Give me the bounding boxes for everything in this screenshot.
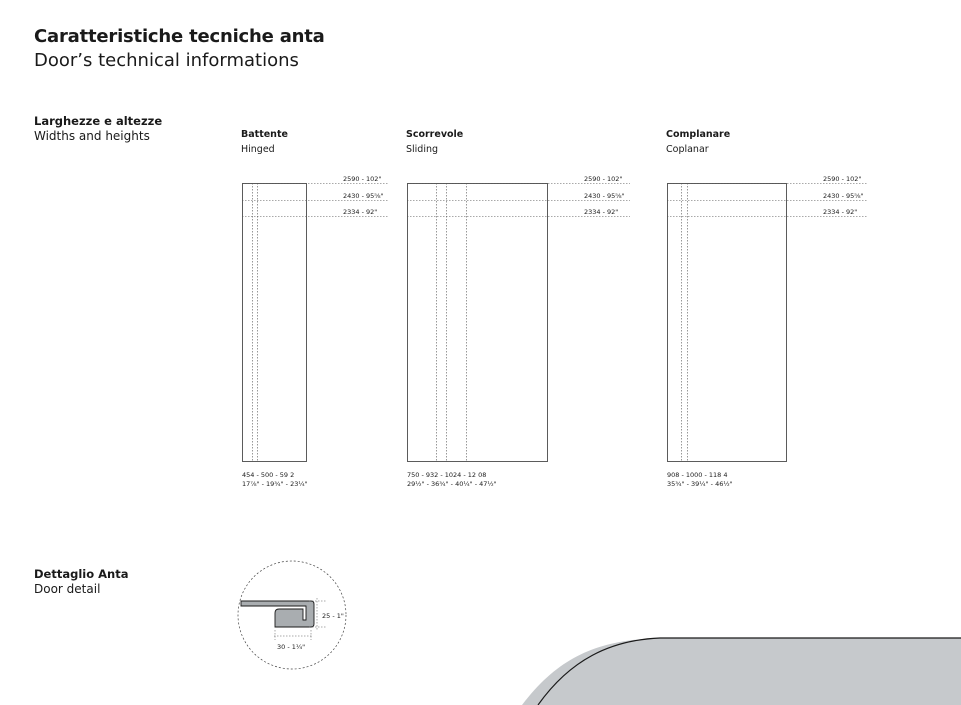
page-subtitle: Door’s technical informations [34, 50, 299, 71]
height-label-2590: 2590 - 102" [823, 175, 862, 183]
coplanar-door-drawing [667, 183, 868, 462]
hinged-widths-in: 17⅞" - 19¾" - 23¼" [242, 480, 308, 488]
sliding-door-drawing [407, 183, 630, 462]
detail-depth-label: 30 - 1¼" [277, 643, 306, 651]
height-label-2430: 2430 - 95⅝" [343, 192, 384, 200]
sliding-subtitle: Sliding [406, 144, 439, 155]
detail-section-subtitle: Door detail [34, 582, 101, 596]
height-label-2334: 2334 - 92" [343, 208, 378, 216]
sliding-title: Scorrevole [406, 129, 464, 140]
height-label-2590: 2590 - 102" [584, 175, 623, 183]
sliding-widths-in: 29½" - 36¾" - 40¼" - 47½" [407, 480, 497, 488]
height-label-2334: 2334 - 92" [823, 208, 858, 216]
sizes-section-subtitle: Widths and heights [34, 129, 150, 143]
coplanar-widths-in: 35¾" - 39¼" - 46½" [667, 480, 733, 488]
height-label-2590: 2590 - 102" [343, 175, 382, 183]
hinged-subtitle: Hinged [241, 144, 275, 155]
hinged-widths-mm: 454 - 500 - 59 2 [242, 471, 295, 479]
sliding-widths-mm: 750 - 932 - 1024 - 12 08 [407, 471, 487, 479]
height-label-2430: 2430 - 95⅝" [584, 192, 625, 200]
detail-section-title: Dettaglio Anta [34, 567, 129, 581]
height-label-2334: 2334 - 92" [584, 208, 619, 216]
coplanar-subtitle: Coplanar [666, 144, 709, 155]
coplanar-title: Complanare [666, 129, 731, 140]
height-label-2430: 2430 - 95⅝" [823, 192, 864, 200]
decorative-curve [522, 638, 961, 705]
detail-thickness-label: 25 - 1" [322, 612, 344, 620]
hinged-door-drawing [242, 183, 388, 462]
coplanar-widths [667, 471, 733, 489]
hinged-title: Battente [241, 129, 288, 140]
hinged-widths [242, 471, 308, 489]
sliding-widths [407, 471, 497, 489]
sizes-section-title: Larghezze e altezze [34, 114, 163, 128]
coplanar-widths-mm: 908 - 1000 - 118 4 [667, 471, 728, 479]
page-title: Caratteristiche tecniche anta [34, 26, 325, 47]
